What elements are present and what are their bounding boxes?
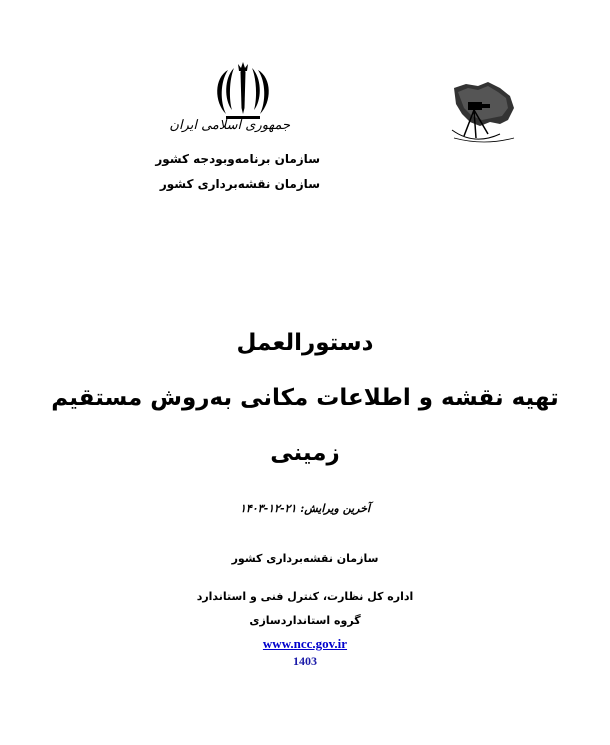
ncc-logo-icon (444, 80, 524, 148)
website-link[interactable]: www.ncc.gov.ir (262, 636, 348, 651)
publication-year: 1403 (293, 654, 317, 668)
document-type-title: دستورالعمل (236, 330, 374, 356)
document-title: تهیه نقشه و اطلاعات مکانی به‌روش مستقیم (51, 385, 559, 411)
document-title-cont: زمینی (270, 440, 340, 466)
footer-department: اداره کل نظارت، کنترل فنی و استاندارد (196, 590, 414, 603)
org-name-ncc: سازمان نقشه‌برداری کشور (159, 177, 320, 191)
footer-group: گروه استانداردسازی (249, 614, 361, 627)
org-name-budget: سازمان برنامه‌وبودجه کشور (155, 152, 320, 166)
last-edit-date: آخرین ویرایش: ۲۱-۱۲-۱۴۰۳ (239, 502, 371, 515)
emblem-caption: جمهوری اسلامی ایران (169, 118, 290, 133)
iran-emblem-icon (208, 62, 278, 124)
footer-org: سازمان نقشه‌برداری کشور (231, 552, 379, 565)
